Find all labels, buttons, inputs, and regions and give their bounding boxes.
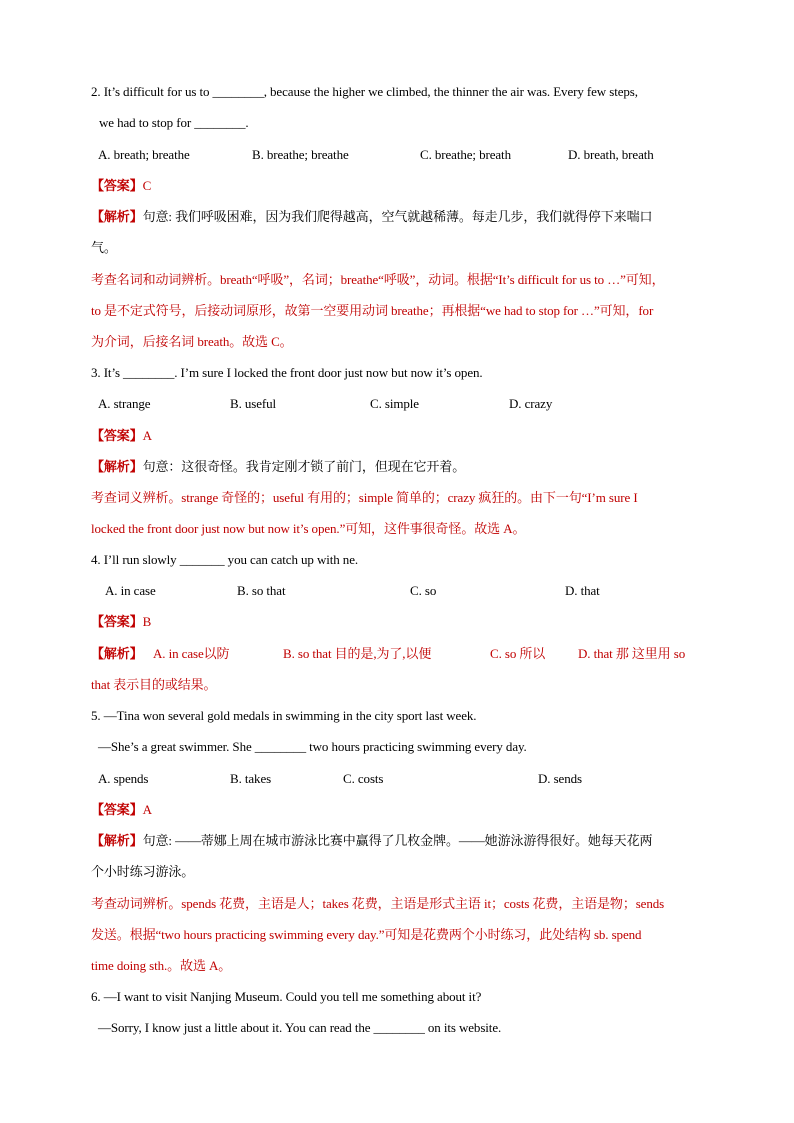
q2-explain-line2: to 是不定式符号，后接动词原形，故第一空要用动词 breathe；再根据“we had to stop for …”可知，for <box>91 303 654 318</box>
q3-option-b: B. useful <box>230 396 277 411</box>
q4-analysis-part-a: A. in case以防 <box>153 646 230 661</box>
q3-explain-line1: 考查词义辨析。strange 奇怪的；useful 有用的；simple 简单的；crazy 疯狂的。由下一句“I’m sure I <box>91 490 638 505</box>
q5-explain-line1: 考查动词辨析。spends 花费，主语是人；takes 花费，主语是形式主语 it；costs 花费，主语是物；sends <box>91 896 665 911</box>
q5-option-d: D. sends <box>538 771 582 786</box>
q2-analysis-label: 【解析】 <box>91 209 143 224</box>
q3-option-a: A. strange <box>98 396 151 411</box>
q5-analysis-text1: 句意: ——蒂娜上周在城市游泳比赛中赢得了几枚金牌。——她游泳游得很好。她每天花两 <box>142 833 653 848</box>
q2-analysis-line1 <box>91 207 652 227</box>
q5-analysis-line1 <box>91 831 652 851</box>
q3-option-d: D. crazy <box>509 396 553 411</box>
q2-analysis-line2: 气。 <box>91 240 117 255</box>
q4-option-a: A. in case <box>105 583 156 598</box>
q4-options <box>0 581 794 601</box>
q3-options <box>0 394 794 414</box>
q6-stem-line1: 6. —I want to visit Nanjing Museum. Could you tell me something about it? <box>91 989 482 1004</box>
q3-option-c: C. simple <box>370 396 419 411</box>
q5-explain-line2: 发送。根据“two hours practicing swimming every day.”可知是花费两个小时练习，此处结构 sb. spend <box>91 927 642 942</box>
q2-option-d: D. breath, breath <box>568 147 654 162</box>
q2-stem-line1: 2. It’s difficult for us to ________, because the higher we climbed, the thinner the air was. Every few steps, <box>91 84 638 99</box>
q4-option-d: D. that <box>565 583 600 598</box>
q4-answer <box>91 612 151 632</box>
q5-option-a: A. spends <box>98 771 149 786</box>
q2-option-a: A. breath; breathe <box>98 147 190 162</box>
q4-analysis-line1 <box>0 644 794 664</box>
q5-answer-value: A <box>142 802 152 817</box>
q5-answer <box>91 800 152 820</box>
q4-analysis-label: 【解析】 <box>91 646 143 661</box>
q2-stem-line2: we had to stop for ________. <box>99 115 249 130</box>
q4-option-c: C. so <box>410 583 437 598</box>
q2-explain-line3: 为介词，后接名词 breath。故选 C。 <box>91 334 293 349</box>
q2-answer-value: C <box>142 178 152 193</box>
q5-analysis-line2: 个小时练习游泳。 <box>91 864 195 879</box>
q5-analysis-label: 【解析】 <box>91 833 143 848</box>
q5-option-c: C. costs <box>343 771 384 786</box>
q4-option-b: B. so that <box>237 583 286 598</box>
q5-option-b: B. takes <box>230 771 272 786</box>
q2-explain-line1: 考查名词和动词辨析。breath“呼吸”，名词；breathe“呼吸”，动词。根据“It’s difficult for us to …”可知， <box>91 272 665 287</box>
q5-stem-line1: 5. —Tina won several gold medals in swimming in the city sport last week. <box>91 708 477 723</box>
q6-stem-line2: —Sorry, I know just a little about it. You can read the ________ on its website. <box>98 1020 502 1035</box>
q4-answer-value: B <box>142 614 152 629</box>
q5-options <box>0 769 794 789</box>
q5-explain-line3: time doing sth.。故选 A。 <box>91 958 232 973</box>
q2-answer-label: 【答案】 <box>91 178 143 193</box>
q3-analysis-line1 <box>91 457 465 477</box>
q3-analysis-label: 【解析】 <box>91 459 143 474</box>
q4-analysis-part-d: D. that 那 这里用 so <box>578 646 686 661</box>
q2-answer <box>91 176 151 196</box>
q3-answer-value: A <box>142 428 152 443</box>
q3-explain-line2: locked the front door just now but now it’s open.”可知，这件事很奇怪。故选 A。 <box>91 521 526 536</box>
q2-analysis-text1: 句意: 我们呼吸困难，因为我们爬得越高，空气就越稀薄。每走几步，我们就得停下来喘口 <box>142 209 653 224</box>
q3-analysis-text1: 句意：这很奇怪。我肯定刚才锁了前门，但现在它开着。 <box>142 459 466 474</box>
q5-stem-line2: —She’s a great swimmer. She ________ two hours practicing swimming every day. <box>98 739 527 754</box>
q4-stem-line1: 4. I’ll run slowly _______ you can catch up with ne. <box>91 552 359 567</box>
q2-options <box>0 145 794 165</box>
q3-answer <box>91 426 152 446</box>
q2-option-c: C. breathe; breath <box>420 147 511 162</box>
q3-stem-line1: 3. It’s ________. I’m sure I locked the front door just now but now it’s open. <box>91 365 483 380</box>
q4-analysis-part-b: B. so that 目的是,为了,以便 <box>283 646 432 661</box>
q2-option-b: B. breathe; breathe <box>252 147 349 162</box>
q4-answer-label: 【答案】 <box>91 614 143 629</box>
q5-answer-label: 【答案】 <box>91 802 143 817</box>
q4-analysis-line2: that 表示目的或结果。 <box>91 677 217 692</box>
q4-analysis-part-c: C. so 所以 <box>490 646 546 661</box>
q3-answer-label: 【答案】 <box>91 428 143 443</box>
